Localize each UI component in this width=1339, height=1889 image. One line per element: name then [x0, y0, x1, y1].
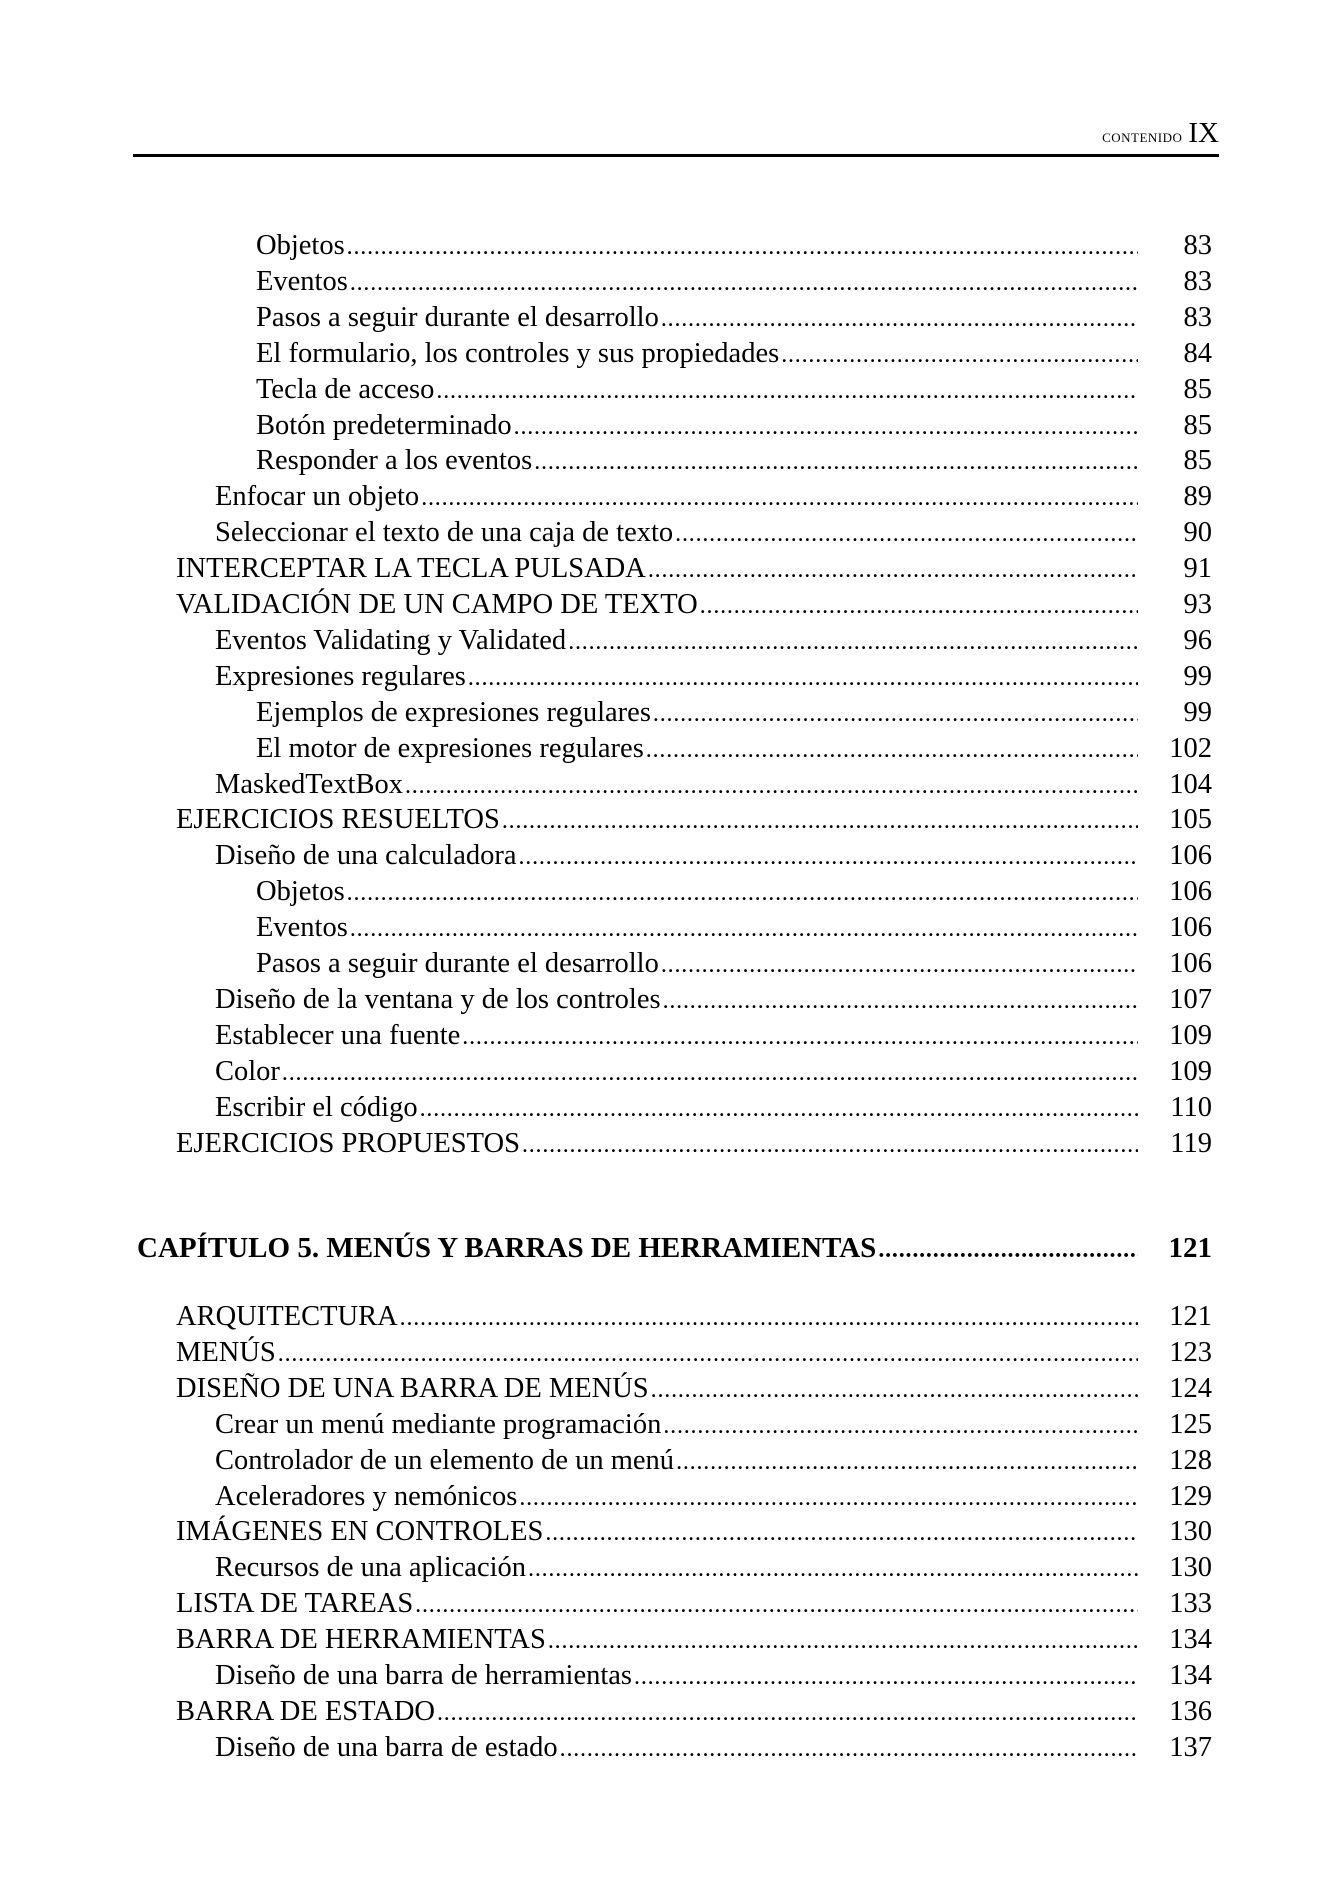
dot-leader	[528, 1550, 1138, 1587]
toc-entry	[256, 910, 1212, 946]
toc-entry-title: Responder a los eventos	[256, 445, 533, 477]
toc-entry-page-number: 85	[1183, 445, 1212, 477]
toc-entry-page-number: 109	[1169, 1055, 1212, 1087]
running-header	[133, 117, 1219, 157]
toc-entry	[176, 1622, 1212, 1658]
toc-entry	[256, 264, 1212, 300]
toc-entry	[256, 372, 1212, 408]
toc-entry-page-number: 134	[1169, 1660, 1212, 1691]
dot-leader	[278, 1335, 1138, 1372]
toc-entry-title: MaskedTextBox	[215, 768, 403, 800]
dot-leader	[350, 910, 1138, 947]
toc-entry	[256, 874, 1212, 910]
dot-leader	[519, 838, 1139, 875]
toc-entry-page-number: 109	[1169, 1019, 1212, 1051]
toc-entry	[215, 982, 1212, 1018]
toc-entry	[256, 731, 1212, 767]
toc-entry-title: BARRA DE HERRAMIENTAS	[176, 1624, 546, 1656]
toc-entry	[215, 1090, 1212, 1126]
toc-entry	[176, 1299, 1212, 1335]
dot-leader	[437, 1694, 1138, 1731]
toc-entry	[215, 838, 1212, 874]
toc-entry-page-number: 125	[1169, 1408, 1212, 1440]
toc-entry	[176, 1126, 1212, 1162]
toc-entry-title: EJERCICIOS RESUELTOS	[176, 804, 500, 836]
dot-leader	[436, 372, 1138, 409]
dot-leader	[781, 336, 1138, 373]
toc-entry-page-number: 96	[1183, 624, 1212, 656]
toc-entry-page-number: 83	[1183, 230, 1212, 261]
toc-entry	[256, 443, 1212, 479]
toc-entry-page-number: 99	[1183, 660, 1212, 692]
toc-entry	[176, 1335, 1212, 1371]
toc-entry-title: Pasos a seguir durante el desarrollo	[256, 948, 659, 979]
toc-entry-title: Crear un menú mediante programación	[215, 1408, 662, 1440]
toc-entry-title: ARQUITECTURA	[176, 1301, 398, 1332]
dot-leader	[676, 1443, 1138, 1480]
toc-entry-title: Eventos	[256, 265, 348, 297]
dot-leader	[519, 1479, 1138, 1516]
toc-entry	[256, 695, 1212, 731]
toc-entry	[215, 659, 1212, 695]
toc-entry-page-number: 83	[1183, 265, 1212, 297]
dot-leader	[347, 874, 1138, 911]
dot-leader	[653, 695, 1138, 732]
toc-entry-page-number: 110	[1170, 1091, 1212, 1123]
toc-entry-title: EJERCICIOS PROPUESTOS	[176, 1127, 520, 1159]
toc-entry-page-number: 121	[1169, 1301, 1212, 1332]
toc-entry-title: Expresiones regulares	[215, 660, 466, 692]
dot-leader	[675, 515, 1138, 552]
toc-entry-title: Objetos	[256, 876, 345, 908]
toc-entry-page-number: 133	[1169, 1588, 1212, 1620]
dot-leader	[661, 946, 1138, 983]
dot-leader	[514, 408, 1138, 445]
toc-entry	[215, 1018, 1212, 1054]
toc-entry-page-number: 106	[1169, 840, 1212, 872]
toc-entry	[215, 1658, 1212, 1694]
toc-entry	[256, 408, 1212, 444]
toc-entry-title: El motor de expresiones regulares	[256, 732, 644, 764]
toc-entry	[215, 1479, 1212, 1515]
dot-leader	[648, 551, 1138, 588]
toc-entry	[176, 1694, 1212, 1730]
toc-entry	[176, 802, 1212, 838]
dot-leader	[282, 1054, 1138, 1091]
toc-entry-page-number: 104	[1169, 768, 1212, 800]
toc-entry	[215, 1730, 1212, 1766]
toc-entry	[215, 479, 1212, 515]
chapter-entry	[137, 1230, 1212, 1266]
toc-entry-title: Eventos	[256, 912, 348, 944]
toc-entry	[215, 767, 1212, 803]
toc-entry-page-number: 105	[1169, 804, 1212, 836]
toc-entry-title: Controlador de un elemento de un menú	[215, 1444, 675, 1476]
dot-leader	[415, 1586, 1138, 1623]
toc-entry-title: VALIDACIÓN DE UN CAMPO DE TEXTO	[176, 589, 698, 620]
dot-leader	[651, 1371, 1138, 1408]
header-page-number: IX	[1188, 117, 1219, 149]
toc-entry-title: BARRA DE ESTADO	[176, 1695, 435, 1727]
toc-entry-title: Tecla de acceso	[256, 373, 435, 405]
dot-leader	[347, 228, 1138, 265]
toc-entry	[176, 1514, 1212, 1550]
toc-entry-page-number: 90	[1183, 517, 1212, 549]
dot-leader	[420, 1090, 1138, 1127]
toc-entry	[215, 1407, 1212, 1443]
toc-entry	[215, 623, 1212, 659]
toc-entry-page-number: 136	[1169, 1695, 1212, 1727]
toc-entry-title: INTERCEPTAR LA TECLA PULSADA	[176, 553, 646, 585]
chapter-title: CAPÍTULO 5. MENÚS Y BARRAS DE HERRAMIENTAS	[137, 1232, 877, 1264]
toc-entry-page-number: 93	[1183, 589, 1212, 620]
toc-entry-page-number: 134	[1169, 1624, 1212, 1656]
dot-leader	[878, 1230, 1138, 1268]
dot-leader	[405, 767, 1138, 804]
toc-entry-page-number: 85	[1183, 373, 1212, 405]
toc-entry-title: Ejemplos de expresiones regulares	[256, 696, 651, 728]
toc-entry-page-number: 85	[1183, 409, 1212, 441]
toc-entry-page-number: 124	[1169, 1372, 1212, 1404]
dot-leader	[646, 731, 1138, 768]
toc-entry-title: Diseño de la ventana y de los controles	[215, 983, 661, 1015]
toc-entry-title: Seleccionar el texto de una caja de texto	[215, 517, 674, 549]
toc-entry	[176, 1371, 1212, 1407]
toc-entry	[215, 1550, 1212, 1586]
toc-entry-title: Diseño de una barra de herramientas	[215, 1660, 633, 1691]
toc-entry-title: El formulario, los controles y sus propiedades	[256, 337, 780, 369]
toc-entry-title: LISTA DE TAREAS	[176, 1588, 414, 1620]
dot-leader	[468, 659, 1138, 696]
toc-entry-page-number: 123	[1169, 1336, 1212, 1368]
toc-entry-page-number: 129	[1169, 1480, 1212, 1512]
dot-leader	[661, 300, 1138, 337]
dot-leader	[545, 1514, 1138, 1551]
dot-leader	[462, 1018, 1138, 1055]
toc-entry-title: Eventos Validating y Validated	[215, 624, 567, 656]
toc-entry	[256, 300, 1212, 336]
toc-entry-title: Aceleradores y nemónicos	[215, 1480, 518, 1512]
toc-entry	[176, 1586, 1212, 1622]
toc-entry-page-number: 99	[1183, 696, 1212, 728]
dot-leader	[663, 1407, 1138, 1444]
toc-entry-page-number: 84	[1183, 337, 1212, 369]
toc-entry-page-number: 128	[1169, 1444, 1212, 1476]
dot-leader	[350, 264, 1138, 301]
toc-entry	[256, 228, 1212, 264]
toc-entry	[215, 1054, 1212, 1090]
toc-entry-page-number: 107	[1169, 983, 1212, 1015]
toc-entry	[176, 551, 1212, 587]
chapter-page-number: 121	[1168, 1232, 1212, 1264]
dot-leader	[502, 802, 1138, 839]
running-header-text	[1102, 119, 1219, 148]
header-section-label: contenido	[1102, 126, 1183, 147]
toc-entry-page-number: 130	[1169, 1516, 1212, 1548]
toc-entry-title: Enfocar un objeto	[215, 481, 420, 513]
dot-leader	[568, 623, 1138, 660]
toc-entry-page-number: 106	[1169, 912, 1212, 944]
toc-entry-page-number: 91	[1183, 553, 1212, 585]
dot-leader	[548, 1622, 1138, 1659]
toc-entry-page-number: 130	[1169, 1552, 1212, 1584]
toc-entry-title: IMÁGENES EN CONTROLES	[176, 1516, 544, 1548]
toc-entry-page-number: 89	[1183, 481, 1212, 513]
toc-entry	[215, 1443, 1212, 1479]
toc-entry-title: Pasos a seguir durante el desarrollo	[256, 301, 659, 333]
toc-entry	[215, 515, 1212, 551]
toc-entry-page-number: 137	[1169, 1731, 1212, 1763]
toc-entry-title: Objetos	[256, 230, 345, 261]
toc-entry-page-number: 106	[1169, 876, 1212, 908]
toc-entry-page-number: 119	[1170, 1127, 1212, 1159]
dot-leader	[560, 1730, 1138, 1767]
dot-leader	[663, 982, 1138, 1019]
toc-entry-title: Escribir el código	[215, 1091, 418, 1123]
toc-entry-title: Botón predeterminado	[256, 409, 512, 441]
toc-entry-page-number: 83	[1183, 301, 1212, 333]
toc-entry-title: Diseño de una calculadora	[215, 840, 517, 872]
toc-entry	[256, 946, 1212, 982]
toc-entry-title: Recursos de una aplicación	[215, 1552, 527, 1584]
dot-leader	[534, 443, 1138, 480]
toc-entry-page-number: 106	[1169, 948, 1212, 979]
toc-entry-title: Establecer una fuente	[215, 1019, 461, 1051]
toc-entry-title: MENÚS	[176, 1336, 276, 1368]
dot-leader	[421, 479, 1138, 516]
dot-leader	[522, 1126, 1138, 1163]
dot-leader	[700, 587, 1138, 624]
toc-entry	[256, 336, 1212, 372]
toc-entry-title: DISEÑO DE UNA BARRA DE MENÚS	[176, 1372, 649, 1404]
dot-leader	[400, 1299, 1138, 1336]
toc-entry	[176, 587, 1212, 623]
toc-entry-title: Color	[215, 1055, 280, 1087]
toc-entry-page-number: 102	[1169, 732, 1212, 764]
dot-leader	[634, 1658, 1138, 1695]
toc-entry-title: Diseño de una barra de estado	[215, 1731, 558, 1763]
